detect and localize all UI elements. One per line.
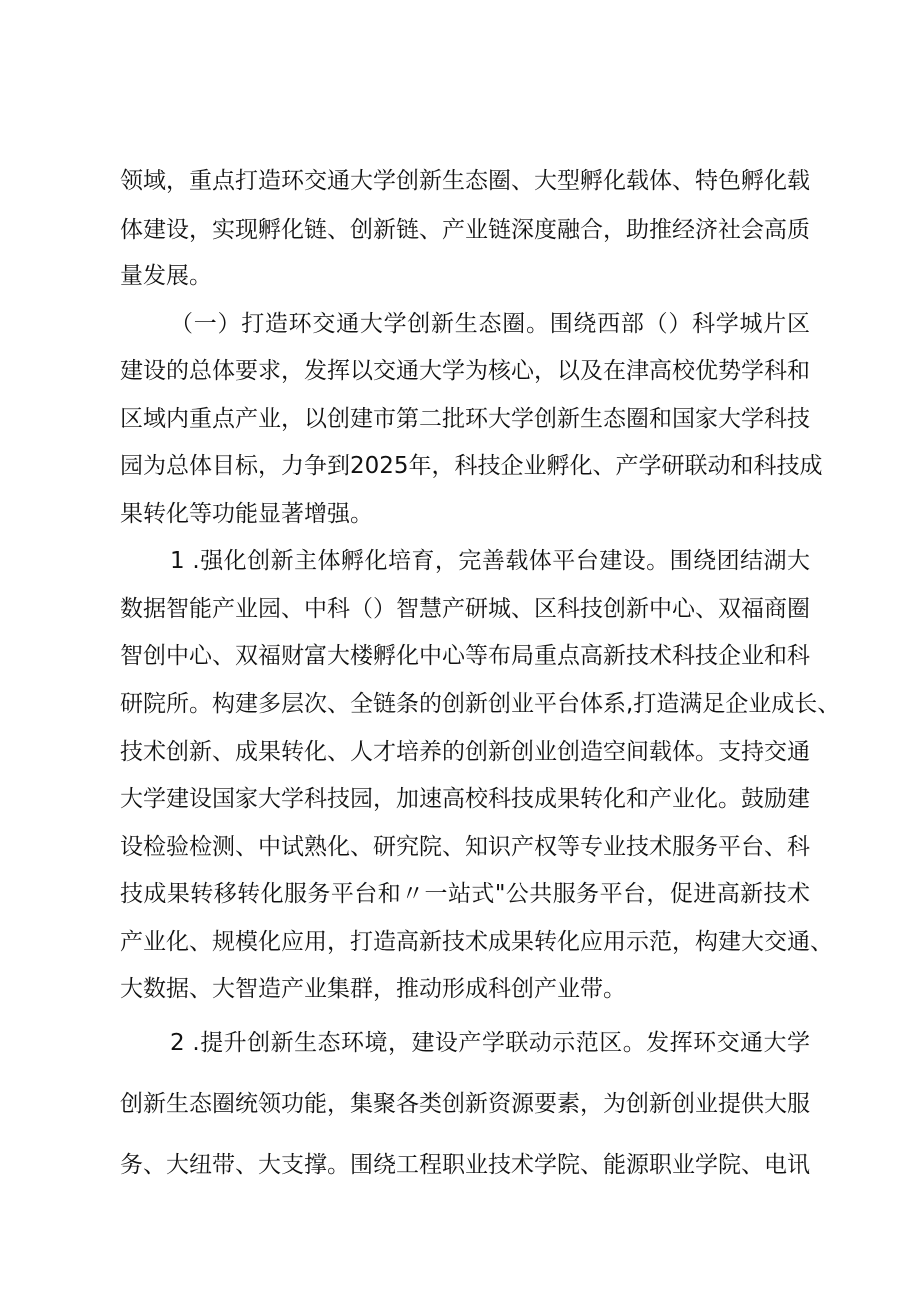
- text-line: 技成果转移转化服务平台和〃一站式"公共服务平台，促进高新技术: [120, 881, 810, 907]
- text-line: 设检验检测、中试熟化、研究院、知识产权等专业技术服务平台、科: [120, 834, 810, 860]
- text-line: 技术创新、成果转化、人才培养的创新创业创造空间载体。支持交通: [120, 739, 810, 765]
- text-line: 产业化、规模化应用，打造高新技术成果转化应用示范，构建大交通、: [120, 929, 833, 955]
- text-line: 智创中心、双福财富大楼孵化中心等布局重点高新技术科技企业和科: [120, 643, 810, 669]
- text-line: 果转化等功能显著增强。: [120, 501, 373, 527]
- text-line: 建设的总体要求，发挥以交通大学为核心，以及在津高校优势学科和: [120, 358, 810, 384]
- text-line: 体建设，实现孵化链、创新链、产业链深度融合，助推经济社会高质: [120, 217, 810, 243]
- text-line: 区域内重点产业，以创建市第二批环大学创新生态圈和国家大学科技: [120, 406, 810, 432]
- text-line: 大学建设国家大学科技园，加速高校科技成果转化和产业化。鼓励建: [120, 786, 810, 812]
- text-line: 园为总体目标，力争到2025年，科技企业孵化、产学研联动和科技成: [120, 453, 823, 479]
- text-line: 1 .强化创新主体孵化培育，完善载体平台建设。围绕团结湖大: [170, 548, 810, 574]
- text-line: 研院所。构建多层次、全链条的创新创业平台体系,打造满足企业成长、: [120, 691, 841, 717]
- text-line: 领域，重点打造环交通大学创新生态圈、大型孵化载体、特色孵化载: [120, 168, 810, 194]
- text-line: 大数据、大智造产业集群，推动形成科创产业带。: [120, 976, 626, 1002]
- text-line: 数据智能产业园、中科（）智慧产研城、区科技创新中心、双福商圈: [120, 596, 810, 622]
- text-line: （一）打造环交通大学创新生态圈。围绕西部（）科学城片区: [170, 311, 810, 337]
- text-line: 创新生态圈统领功能，集聚各类创新资源要素，为创新创业提供大服: [120, 1091, 810, 1117]
- text-line: 2 .提升创新生态环境，建设产学联动示范区。发挥环交通大学: [170, 1030, 810, 1056]
- text-line: 务、大纽带、大支撑。围绕工程职业技术学院、能源职业学院、电讯: [120, 1152, 810, 1178]
- text-line: 量发展。: [120, 263, 212, 289]
